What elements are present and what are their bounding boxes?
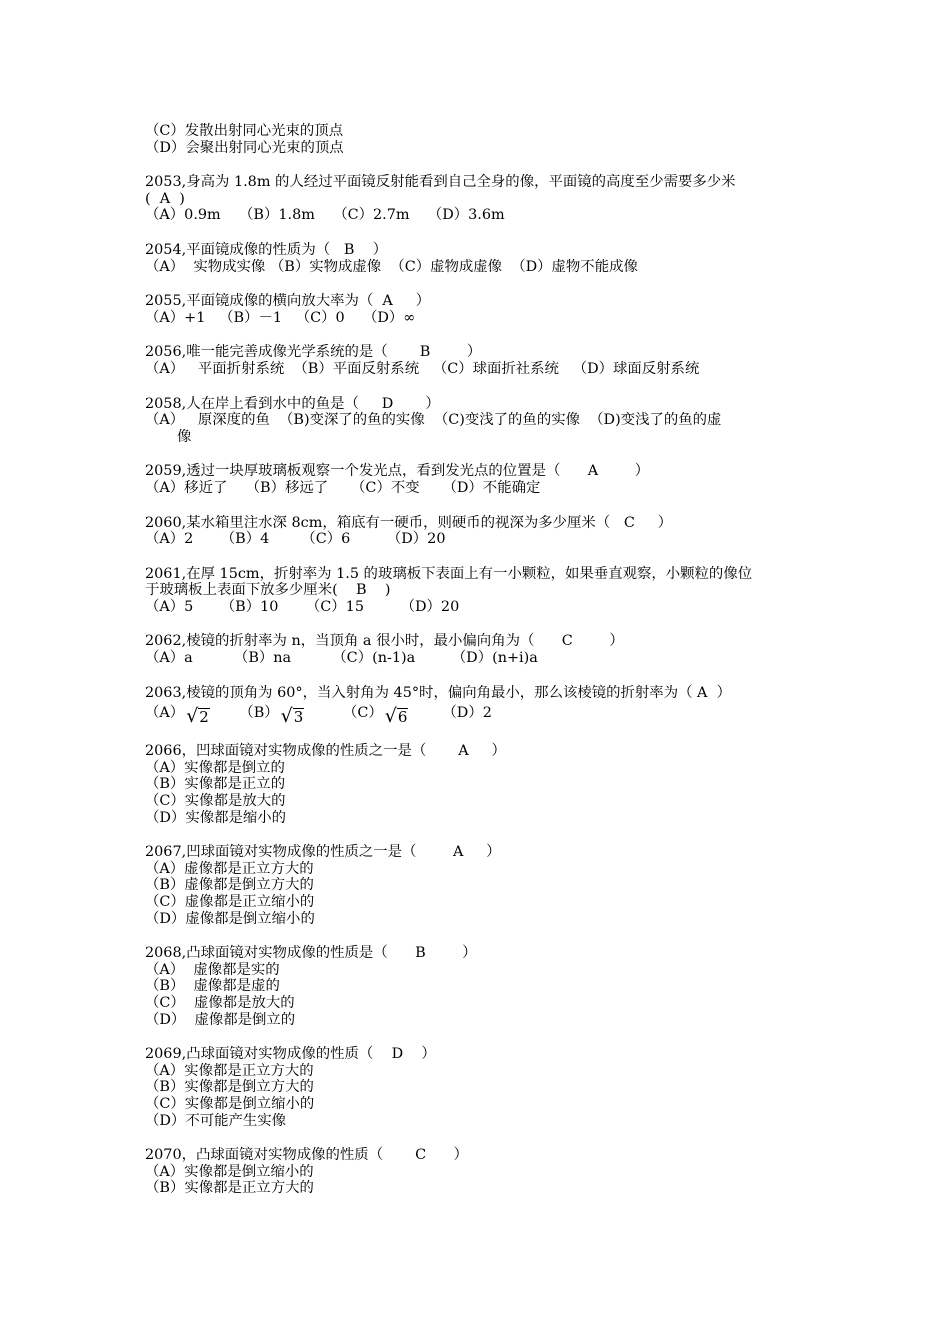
question-stem: 2053,身高为 1.8m 的人经过平面镜反射能看到自己全身的像，平面镜的高度至少需要多少米	[145, 174, 736, 191]
question-2067	[145, 844, 815, 927]
question-2066	[145, 743, 815, 826]
question-stem: 2069,凸球面镜对实物成像的性质（ D ）	[145, 1046, 436, 1063]
option-c: （C） 虚像都是放大的	[145, 994, 295, 1011]
question-2070	[145, 1147, 815, 1197]
question-2055	[145, 293, 815, 326]
question-stem: 2066，凹球面镜对实物成像的性质之一是（ A ）	[145, 743, 506, 760]
option-d: （D）会聚出射同心光束的顶点	[145, 139, 344, 156]
option-b-value: 3	[293, 708, 304, 727]
option-b: （B）实像都是正立方大的	[145, 1180, 314, 1197]
question-2069	[145, 1046, 815, 1129]
sqrt-icon: √ 3	[280, 705, 304, 728]
option-a: （A） 虚像都是实的	[145, 961, 280, 978]
option-a-value: 2	[199, 708, 209, 727]
question-options: （A）0.9m （B）1.8m （C）2.7m （D）3.6m	[145, 207, 505, 224]
question-2068	[145, 945, 815, 1028]
option-a: （A）实像都是倒立的	[145, 759, 285, 776]
option-c-value: 6	[397, 708, 408, 727]
question-options: （A）+1 （B）－1 （C）0 （D）∞	[145, 309, 416, 326]
question-stem: 2061,在厚 15cm，折射率为 1.5 的玻璃板下表面上有一小颗粒，如果垂直观察，小颗粒的像位	[145, 565, 753, 582]
question-options	[145, 701, 815, 728]
option-b: （B）实像都是正立的	[145, 776, 286, 793]
option-b-label: （B）	[239, 705, 279, 722]
question-2054	[145, 242, 815, 275]
question-stem: 2070，凸球面镜对实物成像的性质（ C ）	[145, 1147, 468, 1164]
option-b: （B）实像都是倒立方大的	[145, 1079, 314, 1096]
question-options: （A）5 （B）10 （C）15 （D）20	[145, 598, 460, 615]
question-stem: 2067,凹球面镜对实物成像的性质之一是（ A ）	[145, 844, 501, 861]
question-options: （A） 原深度的鱼 （B)变深了的鱼的实像 （C)变浅了的鱼的实像 （D)变浅了的鱼的虚	[145, 412, 722, 429]
question-stem: 2068,凸球面镜对实物成像的性质是（ B ）	[145, 945, 477, 962]
option-a-label: （A）	[145, 705, 185, 722]
option-c: （C）发散出射同心光束的顶点	[145, 123, 344, 139]
option-c-label: （C）	[342, 705, 383, 722]
question-2060	[145, 515, 815, 548]
question-stem-cont: 于玻璃板上表面下放多少厘米( B )	[145, 582, 391, 599]
option-c: （C）实像都是倒立缩小的	[145, 1095, 315, 1112]
question-options-cont: 像	[145, 428, 192, 445]
question-stem: 2058,人在岸上看到水中的鱼是（ D ）	[145, 395, 440, 412]
option-b: （B） 虚像都是虚的	[145, 978, 280, 995]
option-a: （A）虚像都是正立方大的	[145, 860, 314, 877]
question-stem: 2060,某水箱里注水深 8cm，箱底有一硬币，则硬币的视深为多少厘米（ C ）	[145, 514, 673, 531]
option-c: （C）实像都是放大的	[145, 793, 286, 810]
question-2062	[145, 633, 815, 666]
question-2053	[145, 174, 815, 224]
question-stem: 2062,棱镜的折射率为 n，当顶角 a 很小时，最小偏向角为（ C ）	[145, 633, 624, 650]
question-prev-tail	[145, 123, 815, 156]
option-c: （C）虚像都是正立缩小的	[145, 894, 315, 910]
option-d: （D）2	[442, 705, 492, 722]
document-page	[145, 123, 815, 1215]
question-stem: 2054,平面镜成像的性质为（ B ）	[145, 241, 388, 258]
question-stem: 2055,平面镜成像的横向放大率为（ A ）	[145, 293, 431, 310]
question-2059	[145, 463, 815, 496]
question-options: （A）移近了 （B）移远了 （C）不变 （D）不能确定	[145, 479, 541, 496]
option-d: （D）虚像都是倒立缩小的	[145, 910, 315, 927]
question-options: （A）2 （B）4 （C）6 （D）20	[145, 531, 446, 548]
question-options: （A） 实物成实像 （B）实物成虚像 （C）虚物成虚像 （D）虚物不能成像	[145, 258, 638, 275]
option-d: （D）不可能产生实像	[145, 1112, 287, 1129]
option-d: （D） 虚像都是倒立的	[145, 1011, 296, 1028]
question-options: （A）a （B）na （C）(n-1)a （D）(n+i)a	[145, 650, 538, 667]
sqrt-icon: √ 2	[186, 705, 209, 728]
question-stem: 2056,唯一能完善成像光学系统的是（ B ）	[145, 344, 482, 361]
question-2061	[145, 566, 815, 616]
question-stem: 2059,透过一块厚玻璃板观察一个发光点，看到发光点的位置是（ A ）	[145, 463, 650, 480]
question-stem: 2063,棱镜的顶角为 60°，当入射角为 45°时，偏向角最小，那么该棱镜的折射率为（ A ）	[145, 684, 731, 701]
question-2056	[145, 344, 815, 377]
question-2063	[145, 685, 815, 726]
option-a: （A）实像都是倒立缩小的	[145, 1163, 314, 1180]
question-options: （A） 平面折射系统 （B）平面反射系统 （C）球面折社系统 （D）球面反射系统	[145, 360, 700, 377]
question-2058	[145, 396, 815, 446]
option-d: （D）实像都是缩小的	[145, 809, 287, 826]
option-a: （A）实像都是正立方大的	[145, 1062, 314, 1079]
sqrt-icon: √ 6	[384, 705, 408, 728]
option-b: （B）虚像都是倒立方大的	[145, 877, 314, 894]
question-stem-cont: ( A )	[145, 190, 185, 207]
